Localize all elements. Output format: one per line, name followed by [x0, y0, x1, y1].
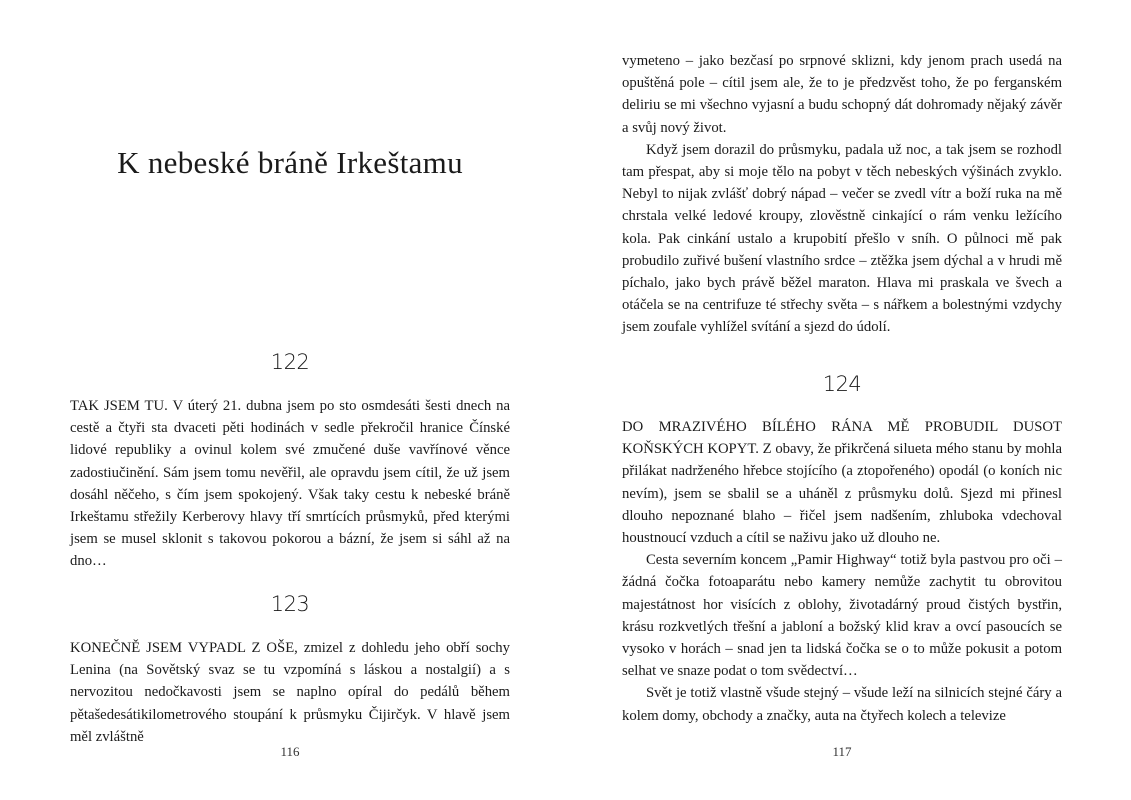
section-123-lead: KONEČNĚ JSEM VYPADL Z OŠE,: [70, 640, 298, 656]
section-124-text-1: Z obavy, že přikrčená silueta mého stanu by mohla přilákat nadrženého hřebce stojícího (a ztopořeného) opodál (o koních nic nevím), jsem se sbalil se a uháněl z průsmyku dolů. Sjezd mi přinesl dlouho nepoznané blaho – řičel jsem nadšením, zhluboka vdechoval houstnoucí vzduch a cítil se naživu jako už dlouho ne.: [622, 441, 1062, 547]
section-number-123: 123: [270, 592, 310, 616]
section-number-124: 124: [822, 372, 862, 396]
section-number-122: 122: [270, 350, 310, 374]
section-123-text: zmizel z dohledu jeho obří sochy Lenina (na Sovětský svaz se tu vzpomíná s láskou a nostalgií) a s nervozitou nedočkavosti jsem se naplno opíral do pedálů během pětašedesátikilometrového stoupání k průsmyku Čijirčyk. V hlavě jsem měl zvláštně: [70, 640, 510, 745]
section-123-paragraph: [70, 637, 510, 748]
continuation-paragraph-1: vymeteno – jako bezčasí po srpnové sklizni, kdy jenom prach usedá na opuštěná pole – cítil jsem ale, že to je předzvěst toho, že po ferganském deliriu se mi všechno vyjasní a budu schopný dát dohromady nějaký závěr a svůj nový život.: [622, 53, 1062, 136]
section-122-text: V úterý 21. dubna jsem po sto osmdesáti šesti dnech na cestě a čtyři sta dvaceti pěti hodinách v sedle překročil hranice Čínské lidové republiky a ovinul kolem své zmučené duše vavřínové věnce zadostiučinění. Sám jsem tomu nevěřil, ale opravdu jsem cítil, že už jsem dosáhl něčeho, s čím jsem spokojený. Však taky cestu k nebeské bráně Irkeštamu střežily Kerberovy hlavy tří smrtících průsmyků, před kterými jsem se musel sklonit s takovou pokorou a bázní, že jsem si sáhl až na dno…: [70, 398, 510, 570]
right-page: [566, 0, 1131, 800]
section-124-text: [622, 416, 1062, 727]
left-page: [0, 0, 565, 800]
page-number-left: 116: [280, 744, 300, 759]
continuation-paragraph-2: Když jsem dorazil do průsmyku, padala už noc, a tak jsem se rozhodl tam přespat, aby si moje tělo na pobyt v těch nebeských výšinách zvyklo. Nebyl to nijak zvlášť dobrý nápad – večer se zvedl vítr a boží ruka na mě chrstala velké ledové kroupy, zlověstně cinkající o rám venku ležícího kola. Pak cinkání ustalo a krupobití přešlo v sníh. O půlnoci mě pak probudilo zuřivé bušení vlastního srdce – ztěžka jsem dýchal a v hrudi mě píchalo, jako bych právě běžel maraton. Hlava mi praskala ve švech a otáčela se na centrifuze té střechy světa – s nářkem a bolestnými vzdychy jsem zoufale vyhlížel svítání a sjezd do údolí.: [622, 141, 1062, 336]
section-124-paragraph-3: Svět je totiž vlastně všude stejný – všude leží na silnicích stejné čáry a kolem domy, obchody a značky, auta na čtyřech kolech a televize: [622, 685, 1062, 724]
section-124-paragraph-1: [622, 416, 1062, 549]
section-122-paragraph: [70, 395, 510, 573]
section-122-lead: TAK JSEM TU.: [70, 398, 168, 414]
continuation-text: [622, 50, 1062, 339]
section-124-lead: DO MRAZIVÉHO BÍLÉHO RÁNA MĚ PROBUDIL DUSOT KOŇSKÝCH KOPYT.: [622, 419, 1062, 458]
section-124-paragraph-2: Cesta severním koncem „Pamir Highway“ totiž byla pastvou pro oči – žádná čočka fotoaparátu nebo kamery nemůže zachytit tu obrovitou majestátnost hor visících z oblohy, životadárný proud čistých bystřin, krásu rozkvetlých třešní a jabloní a božský klid krav a ovcí pasoucích se vysoko v horách – snad jen ta lidská čočka se o to může pokusit a potom selhat ve snaze podat o tom svědectví…: [622, 552, 1062, 680]
chapter-title: K nebeské bráně Irkeštamu: [117, 145, 463, 180]
page-number-right: 117: [832, 744, 852, 759]
